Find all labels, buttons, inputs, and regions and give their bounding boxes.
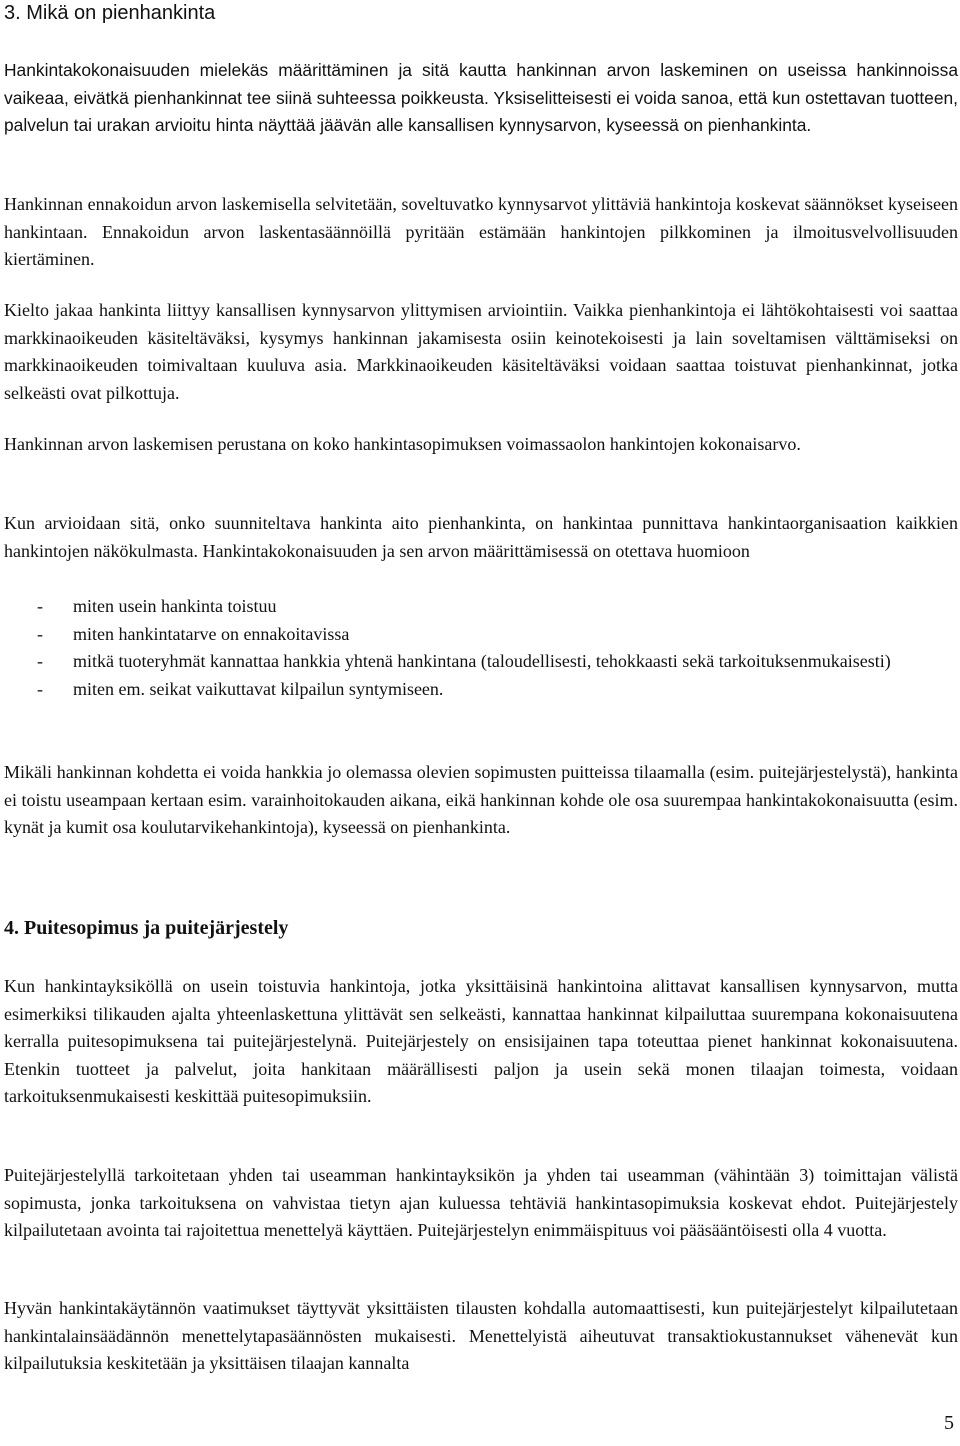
section-4-paragraph-2: Puitejärjestelyllä tarkoitetaan yhden tai useamman hankintayksikön ja yhden tai useamman (vähintään 3) toimittajan välistä sopimusta, jonka tarkoituksena on vahvistaa tietyn ajan kuluessa tehtäviä hankintasopimuksia koskevat ehdot. Puitejärjestely kilpailutetaan avointa tai rajoitettua menettelyä käyttäen. Puitejärjestelyn enimmäispituus voi pääsääntöisesti olla 4 vuotta. [4,1165,958,1241]
section-3-paragraph-2: Hankinnan ennakoidun arvon laskemisella selvitetään, soveltuvatko kynnysarvot ylittäviä hankintoja koskevat säännökset kyseiseen hankintaan. Ennakoidun arvon laskentasäännöillä pyritään estämään hankintojen pilkkominen ja ilmoitusvelvollisuuden kiertäminen. [4,194,958,270]
list-item [4,593,958,621]
list-item [4,676,958,704]
paragraph-1-rest: Yksiselitteisesti ei voida sanoa, että kun ostettavan tuotteen, palvelun tai urakan arvioitu hinta näyttää jäävän alle kansallisen kynnysarvon, kyseessä on pienhankinta. [4,87,958,136]
section-4-paragraph-1: Kun hankintayksiköllä on usein toistuvia hankintoja, jotka yksittäisinä hankintoina alittavat kansallisen kynnysarvon, mutta esimerkiksi tilikauden ajalta yhteenlaskettuna ylittävät sen selkeästi, kannattaa hankinnat kilpailuttaa suurempana kokonaisuutena kerralla puitesopimuksena tai puitejärjestelynä. Puitejärjestely on ensisijainen tapa toteuttaa pienet hankinnat kokonaisuutena. Etenkin tuotteet ja palvelut, joita hankitaan määrällisesti paljon ja usein sekä monen tilaajan toimesta, voidaan tarkoituksenmukaisesti keskittää puitesopimuksiin. [4,976,958,1107]
section-3-heading: 3. Mikä on pienhankinta [4,2,216,24]
section-4-heading: 4. Puitesopimus ja puitejärjestely [4,917,289,939]
section-4-paragraph-3: Hyvän hankintakäytännön vaatimukset täyttyvät yksittäisten tilausten kohdalla automaattisesti, kun puitejärjestelyt kilpailutetaan hankintalainsäädännön menettelytapasäännösten mukaisesti. Menettelyistä aiheutuvat transaktiokustannukset vähenevät kun kilpailutuksia keskitetään ja yksittäisen tilaajan kannalta [4,1298,958,1374]
list-dash: - [37,623,43,644]
section-3-paragraph-3: Kielto jakaa hankinta liittyy kansallisen kynnysarvon ylittymisen arviointiin. Vaikka pienhankintoja ei lähtökohtaisesti voi saattaa markkinaoikeuden käsiteltäväksi, kysymys hankinnan jakamisesta osiin keinotekoisesti ja lain soveltamisen välttämiseksi on markkinaoikeuden toimivaltaan kuuluva asia. Markkinaoikeuden käsiteltäväksi voidaan saattaa toistuvat pienhankinnat, jotka selkeästi ovat pilkottuja. [4,300,958,403]
list-item-text: mitkä tuoteryhmät kannattaa hankkia yhtenä hankintana (taloudellisesti, tehokkaasti sekä tarkoituksenmukaisesti) [73,651,891,672]
paragraph-1-lead-sentence: Hankintakokonaisuuden mielekäs määrittäminen ja sitä kautta hankinnan arvon laskeminen on useissa hankinnoissa vaikeaa, eivätkä pienhankinnat tee siinä suhteessa poikkeusta. [4,60,958,108]
list-dash: - [37,678,43,699]
list-item [4,621,958,649]
list-dash: - [37,596,43,616]
section-3-paragraph-5: Kun arvioidaan sitä, onko suunniteltava hankinta aito pienhankinta, on hankintaa punnittava hankintaorganisaation kaikkien hankintojen näkökulmasta. Hankintakokonaisuuden ja sen arvon määrittämisessä on otettava huomioon [4,513,958,561]
list-item-text: miten usein hankinta toistuu [73,596,277,616]
section-3-paragraph-4: Hankinnan arvon laskemisen perustana on koko hankintasopimuksen voimassaolon hankintojen kokonaisarvo. [4,434,801,454]
page-number: 5 [944,1412,954,1434]
list-item-text: miten hankintatarve on ennakoitavissa [73,623,350,644]
section-3-paragraph-1 [4,57,958,140]
list-item [4,648,958,676]
considerations-list [4,593,958,703]
section-3-paragraph-6: Mikäli hankinnan kohdetta ei voida hankkia jo olemassa olevien sopimusten puitteissa tilaamalla (esim. puitejärjestelystä), hankinta ei toistu useampaan kertaan esim. varainhoitokauden aikana, eikä hankinnan kohde ole osa suurempaa hankintakokonaisuutta (esim. kynät ja kumit osa koulutarvikehankintoja), kyseessä on pienhankinta. [4,762,958,838]
list-item-text: miten em. seikat vaikuttavat kilpailun syntymiseen. [73,678,444,699]
list-dash: - [37,651,43,672]
